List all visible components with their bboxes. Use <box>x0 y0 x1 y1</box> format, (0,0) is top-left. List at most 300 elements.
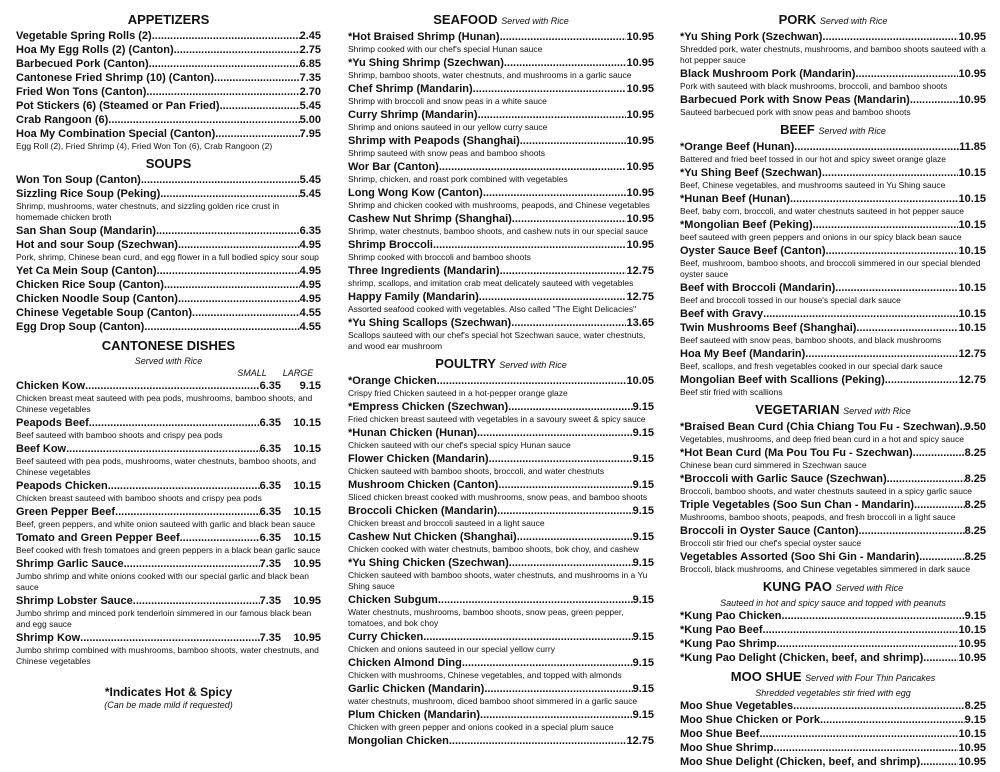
section-heading <box>680 12 986 29</box>
menu-item-price: 9.15 <box>632 631 654 643</box>
menu-item-name: Happy Family (Mandarin) <box>348 291 479 303</box>
menu-item-name: *Kung Pao Shrimp <box>680 638 777 650</box>
menu-item-name: Crab Rangoon (6) <box>16 114 109 126</box>
leader-dots <box>759 727 958 741</box>
menu-item-name: *Mongolian Beef (Peking) <box>680 219 813 231</box>
menu-item-price: 9.15 <box>632 531 654 543</box>
leader-dots <box>813 218 959 232</box>
menu-item <box>16 43 321 57</box>
menu-item <box>348 556 654 570</box>
menu-item-price: 5.45 <box>299 174 321 186</box>
menu-item-description: Jumbo shrimp combined with mushrooms, bamboo shoots, water chestnuts, and Chinese vegetables <box>16 645 319 666</box>
menu-item-price: 10.95 <box>958 31 986 43</box>
menu-item-name: Flower Chicken (Mandarin) <box>348 453 489 465</box>
menu-item <box>348 56 654 70</box>
menu-item-name: Cashew Nut Chicken (Shanghai) <box>348 531 517 543</box>
leader-dots <box>483 186 627 200</box>
size-label-small: SMALL <box>237 368 267 378</box>
menu-item <box>348 400 654 414</box>
menu-item-description: Beef stir fried with scallions <box>680 387 783 397</box>
leader-dots <box>462 656 633 670</box>
menu-item-price: 6.35 <box>299 225 321 237</box>
menu-item-name: Beef Kow <box>16 443 67 455</box>
menu-item-name: Won Ton Soup (Canton) <box>16 174 141 186</box>
menu-item-name: Beef with Broccoli (Mandarin) <box>680 282 836 294</box>
section-title: KUNG PAO <box>762 579 832 594</box>
menu-item <box>680 218 986 232</box>
menu-item-description: Chicken breast sauteed with bamboo shoots and crispy pea pods <box>16 493 262 503</box>
menu-item-name: Vegetables Assorted (Soo Shi Gin - Mandarin) <box>680 551 920 563</box>
menu-item <box>16 278 321 292</box>
menu-item-price: 10.15 <box>958 282 986 294</box>
menu-item-description: Crispy fried Chicken sauteed in a hot-pepper orange glaze <box>348 388 568 398</box>
menu-item-description: Beef, baby corn, broccoli, and water chestnuts sauteed in hot pepper sauce <box>680 206 964 216</box>
leader-dots <box>192 306 300 320</box>
menu-item-price: 8.25 <box>964 525 986 537</box>
menu-item-name: *Orange Beef (Hunan) <box>680 141 795 153</box>
menu-item-price: 9.15 <box>632 594 654 606</box>
leader-dots <box>763 623 959 637</box>
menu-item-price-large: 10.15 <box>293 480 321 492</box>
leader-dots <box>157 264 300 278</box>
menu-item-price-large: 10.95 <box>293 632 321 644</box>
menu-item <box>348 160 654 174</box>
menu-item-name: Chicken Rice Soup (Canton) <box>16 279 164 291</box>
menu-item-description: Chicken and onions sauteed in our special yellow curry <box>348 644 555 654</box>
section-title: SEAFOOD <box>433 12 498 27</box>
section-note: Sauteed in hot and spicy sauce and topped with peanuts <box>720 598 946 608</box>
menu-item-description: Beef sauteed with bamboo shoots and crispy pea pods <box>16 430 223 440</box>
menu-item-name: Shrimp Broccoli <box>348 239 433 251</box>
menu-item-name: Chicken Noodle Soup (Canton) <box>16 293 178 305</box>
menu-item <box>680 140 986 154</box>
menu-item-name: Oyster Sauce Beef (Canton) <box>680 245 826 257</box>
leader-dots <box>479 290 627 304</box>
menu-column-3 <box>680 12 986 769</box>
menu-item-price: 6.35 <box>259 443 281 455</box>
menu-item-price: 10.95 <box>626 161 654 173</box>
leader-dots <box>66 442 259 456</box>
menu-item <box>348 593 654 607</box>
leader-dots <box>774 741 959 755</box>
section-note: Shredded vegetables stir fried with egg <box>755 688 911 698</box>
menu-item-price: 12.75 <box>958 348 986 360</box>
menu-item <box>680 30 986 44</box>
section-subtitle: Served with Rice <box>835 583 904 593</box>
menu-item-price: 10.15 <box>958 193 986 205</box>
leader-dots <box>504 56 627 70</box>
menu-item <box>16 479 321 493</box>
leader-dots <box>887 472 965 486</box>
menu-item-price: 11.85 <box>959 141 986 153</box>
section-heading <box>680 122 986 139</box>
menu-item-price: 8.25 <box>964 551 986 563</box>
leader-dots <box>489 452 633 466</box>
menu-item-description: Shrimp with broccoli and snow peas in a white sauce <box>348 96 547 106</box>
section-heading <box>348 356 654 373</box>
menu-item <box>680 713 986 727</box>
menu-item-name: San Shan Soup (Mandarin) <box>16 225 156 237</box>
menu-item-name: Long Wong Kow (Canton) <box>348 187 483 199</box>
section-title: APPETIZERS <box>127 12 210 27</box>
leader-dots <box>449 734 627 748</box>
menu-item-price: 10.15 <box>958 308 986 320</box>
leader-dots <box>511 316 626 330</box>
menu-item-price: 4.95 <box>299 293 321 305</box>
leader-dots <box>215 127 299 141</box>
menu-item-price-large: 10.15 <box>293 417 321 429</box>
menu-item-name: *Empress Chicken (Szechwan) <box>348 401 509 413</box>
menu-item-price: 10.15 <box>958 245 986 257</box>
leader-dots <box>517 530 633 544</box>
menu-item <box>16 173 321 187</box>
menu-item-price: 10.95 <box>958 742 986 754</box>
menu-item-price: 10.95 <box>958 652 986 664</box>
menu-item <box>680 420 986 434</box>
menu-item-price: 7.35 <box>259 595 281 607</box>
menu-item-price: 10.15 <box>958 728 986 740</box>
menu-item-name: Curry Chicken <box>348 631 424 643</box>
menu-item-name: *Yu Shing Beef (Szechwan) <box>680 167 822 179</box>
size-header <box>16 367 321 379</box>
menu-item <box>348 682 654 696</box>
menu-item-name: Cantonese Fried Shrimp (10) (Canton) <box>16 72 215 84</box>
leader-dots <box>793 699 964 713</box>
menu-item-price: 9.15 <box>632 427 654 439</box>
menu-item-description: Assorted seafood cooked with vegetables. Also called "The Eight Delicacies" <box>348 304 637 314</box>
menu-item-description: Chicken breast and broccoli sauteed in a light sauce <box>348 518 545 528</box>
menu-item-name: Sizzling Rice Soup (Peking) <box>16 188 161 200</box>
menu-item <box>16 85 321 99</box>
menu-item-price: 9.50 <box>964 421 986 433</box>
leader-dots <box>794 140 959 154</box>
section-heading <box>348 12 654 29</box>
menu-item-name: Chicken Almond Ding <box>348 657 462 669</box>
menu-item <box>16 264 321 278</box>
section-heading <box>680 669 986 686</box>
section-subtitle: Served with Four Thin Pancakes <box>805 673 936 683</box>
leader-dots <box>484 682 632 696</box>
menu-item-description: Beef, green peppers, and white onion sauteed with garlic and black bean sauce <box>16 519 316 529</box>
menu-item <box>16 187 321 201</box>
leader-dots <box>124 557 260 571</box>
menu-item-name: Hoa My Combination Special (Canton) <box>16 128 216 140</box>
leader-dots <box>822 30 958 44</box>
leader-dots <box>178 292 300 306</box>
menu-item-price-large: 10.15 <box>293 532 321 544</box>
menu-item-name: Mongolian Chicken <box>348 735 449 747</box>
leader-dots <box>825 244 958 258</box>
menu-item-price: 6.35 <box>259 417 281 429</box>
menu-item-name: Three Ingredients (Mandarin) <box>348 265 500 277</box>
menu-item-description: Shrimp cooked with our chef's special Hunan sauce <box>348 44 543 54</box>
menu-item-description: Shrimp, bamboo shoots, water chestnuts, and mushrooms in a garlic sauce <box>348 70 632 80</box>
menu-item <box>680 623 986 637</box>
menu-item <box>348 82 654 96</box>
menu-item-price-large: 10.15 <box>293 443 321 455</box>
size-label-large: LARGE <box>282 368 314 378</box>
leader-dots <box>822 166 959 180</box>
menu-item-description: Broccoli stir fried our chef's special oyster sauce <box>680 538 862 548</box>
menu-item <box>680 192 986 206</box>
menu-item-price: 8.25 <box>964 499 986 511</box>
menu-item <box>16 29 321 43</box>
menu-item-name: Beef with Gravy <box>680 308 764 320</box>
leader-dots <box>108 113 299 127</box>
menu-item-description: beef sauteed with green peppers and onions in our spicy black bean sauce <box>680 232 962 242</box>
menu-item-description: Jumbo shrimp and white onions cooked with our special garlic and black bean sauce <box>16 571 309 592</box>
menu-item <box>16 557 321 571</box>
menu-item-name: Vegetable Spring Rolls (2) <box>16 30 152 42</box>
menu-item <box>16 113 321 127</box>
menu-item-description: Beef, mushroom, bamboo shoots, and broccoli simmered in our special blended oyster sauce <box>680 258 981 279</box>
menu-item-name: *Kung Pao Chicken <box>680 610 782 622</box>
menu-item-description: Sauteed barbecued pork with snow peas and bamboo shoots <box>680 107 911 117</box>
menu-item-description: Mushrooms, bamboo shoots, peapods, and fresh broccoli in a light sauce <box>680 512 956 522</box>
menu-item <box>348 478 654 492</box>
menu-item-name: Moo Shue Beef <box>680 728 760 740</box>
section-heading <box>680 579 986 596</box>
leader-dots <box>512 212 627 226</box>
menu-item-name: Mushroom Chicken (Canton) <box>348 479 499 491</box>
menu-item <box>16 379 321 393</box>
menu-item-name: Chinese Vegetable Soup (Canton) <box>16 307 193 319</box>
menu-item-description: Beef, scallops, and fresh vegetables cooked in our special dark sauce <box>680 361 943 371</box>
section-title: MOO SHUE <box>730 669 802 684</box>
menu-item-price: 10.95 <box>626 83 654 95</box>
menu-item-description: Broccoli, black mushrooms, and Chinese vegetables simmered in dark sauce <box>680 564 971 574</box>
menu-item <box>680 699 986 713</box>
section-title: POULTRY <box>435 356 496 371</box>
leader-dots <box>438 593 633 607</box>
leader-dots <box>500 30 627 44</box>
leader-dots <box>89 416 260 430</box>
menu-item-name: Peapods Chicken <box>16 480 108 492</box>
leader-dots <box>790 192 958 206</box>
leader-dots <box>913 446 965 460</box>
leader-dots <box>477 426 633 440</box>
section-subtitle: Served with Rice <box>819 16 888 26</box>
leader-dots <box>920 755 958 769</box>
menu-item <box>680 637 986 651</box>
menu-item-description: Shrimp and chicken cooked with mushrooms, peapods, and Chinese vegetables <box>348 200 650 210</box>
menu-item-price: 9.15 <box>632 505 654 517</box>
menu-item-price: 7.35 <box>299 72 321 84</box>
menu-item-price-large: 10.15 <box>293 506 321 518</box>
menu-item-name: Barbecued Pork with Snow Peas (Mandarin) <box>680 94 910 106</box>
menu-item-description: Shrimp, mushrooms, water chestnuts, and sizzling golden rice crust in homemade chicken broth <box>16 201 280 222</box>
menu-item-price: 4.95 <box>299 279 321 291</box>
menu-item <box>16 531 321 545</box>
leader-dots <box>214 71 300 85</box>
menu-item-price: 2.75 <box>299 44 321 56</box>
menu-item-price: 8.25 <box>964 447 986 459</box>
menu-item <box>348 426 654 440</box>
section-heading <box>16 338 321 354</box>
menu-item-name: Moo Shue Delight (Chicken, beef, and shrimp) <box>680 756 921 768</box>
menu-item-price: 9.15 <box>964 714 986 726</box>
leader-dots <box>520 134 627 148</box>
menu-item-price: 8.25 <box>964 700 986 712</box>
menu-item <box>680 741 986 755</box>
menu-item-name: Tomato and Green Pepper Beef <box>16 532 180 544</box>
menu-item-description: Pork with sauteed with black mushrooms, broccoli, and bamboo shoots <box>680 81 948 91</box>
menu-item-name: Broccoli in Oyster Sauce (Canton) <box>680 525 859 537</box>
menu-item-description: Chicken sauteed with bamboo shoots, broccoli, and water chestnuts <box>348 466 605 476</box>
menu-item-price: 9.15 <box>964 610 986 622</box>
menu-item-description: Chicken breast meat sauteed with pea pods, mushrooms, bamboo shoots, and Chinese vegetables <box>16 393 313 414</box>
menu-item-name: *Hunan Beef (Hunan) <box>680 193 790 205</box>
menu-item-price: 5.45 <box>299 100 321 112</box>
menu-item <box>680 498 986 512</box>
menu-item-name: *Hot Braised Shrimp (Hunan) <box>348 31 500 43</box>
menu-item-name: Curry Shrimp (Mandarin) <box>348 109 478 121</box>
menu-item <box>16 127 321 141</box>
menu-item-price: 10.95 <box>958 756 986 768</box>
menu-item <box>348 708 654 722</box>
menu-item-price: 6.35 <box>259 380 281 392</box>
menu-item <box>16 320 321 334</box>
menu-item-price: 8.25 <box>964 473 986 485</box>
menu-item-description: Shrimp sauteed with snow peas and bamboo shoots <box>348 148 546 158</box>
menu-item-price: 10.95 <box>958 94 986 106</box>
menu-item <box>348 264 654 278</box>
menu-item-description: Beef sauteed with snow peas, bamboo shoots, and black mushrooms <box>680 335 942 345</box>
menu-item-description: Chicken sauteed with our chef's special spicy Hunan sauce <box>348 440 571 450</box>
leader-dots <box>478 108 627 122</box>
menu-item-price: 10.95 <box>626 109 654 121</box>
menu-item-description: Broccoli, bamboo shoots, and water chestnuts sauteed in a spicy garlic sauce <box>680 486 972 496</box>
menu-item-name: Shrimp Lobster Sauce <box>16 595 133 607</box>
leader-dots <box>80 631 259 645</box>
menu-item <box>16 292 321 306</box>
menu-item-name: *Hunan Chicken (Hunan) <box>348 427 477 439</box>
menu-item <box>348 30 654 44</box>
menu-item-description: Shrimp cooked with broccoli and bamboo shoots <box>348 252 531 262</box>
menu-item-name: Chicken Subgum <box>348 594 438 606</box>
leader-dots <box>923 651 958 665</box>
menu-item <box>348 108 654 122</box>
section-title: VEGETARIAN <box>755 402 840 417</box>
menu-item-description: Shrimp, water chestnuts, bamboo shoots, and cashew nuts in our special sauce <box>348 226 649 236</box>
menu-item-price: 10.95 <box>958 68 986 80</box>
leader-dots <box>115 505 260 519</box>
section-title: SOUPS <box>145 156 192 171</box>
menu-item-name: Wor Bar (Canton) <box>348 161 439 173</box>
menu-item-description: Chicken with green pepper and onions cooked in a special plum sauce <box>348 722 614 732</box>
menu-item <box>680 651 986 665</box>
menu-item-name: Peapods Beef <box>16 417 89 429</box>
leader-dots <box>164 278 300 292</box>
menu-item <box>16 71 321 85</box>
menu-item <box>680 67 986 81</box>
menu-item <box>680 166 986 180</box>
menu-item-name: Moo Shue Chicken or Pork <box>680 714 820 726</box>
menu-item-name: Triple Vegetables (Soo Sun Chan - Mandarin) <box>680 499 915 511</box>
menu-item <box>16 505 321 519</box>
menu-item <box>348 316 654 330</box>
section-heading <box>680 402 986 419</box>
menu-item-name: Broccoli Chicken (Mandarin) <box>348 505 498 517</box>
menu-item <box>680 321 986 335</box>
menu-item-name: Shrimp Garlic Sauce <box>16 558 124 570</box>
menu-item <box>680 373 986 387</box>
menu-item-name: Hoa My Beef (Mandarin) <box>680 348 806 360</box>
menu-item <box>680 446 986 460</box>
leader-dots <box>174 43 300 57</box>
leader-dots <box>858 524 964 538</box>
menu-item-name: *Yu Shing Scallops (Szechwan) <box>348 317 512 329</box>
menu-item-name: *Kung Pao Delight (Chicken, beef, and shrimp) <box>680 652 924 664</box>
menu-item-price: 10.95 <box>626 239 654 251</box>
spicy-indicator-note: *Indicates Hot & Spicy <box>104 685 233 699</box>
menu-item-price: 10.95 <box>626 135 654 147</box>
menu-item <box>348 134 654 148</box>
leader-dots <box>85 379 260 393</box>
menu-item-name: *Orange Chicken <box>348 375 437 387</box>
menu-item <box>348 238 654 252</box>
menu-item-price: 4.55 <box>299 307 321 319</box>
menu-item <box>680 727 986 741</box>
section-title: PORK <box>778 12 817 27</box>
leader-dots <box>220 99 300 113</box>
menu-item-price: 2.45 <box>299 30 321 42</box>
leader-dots <box>149 57 300 71</box>
menu-item-price: 13.65 <box>626 317 654 329</box>
menu-item <box>16 224 321 238</box>
menu-item <box>348 630 654 644</box>
leader-dots <box>497 504 632 518</box>
menu-item-name: *Broccoli with Garlic Sauce (Szechwan) <box>680 473 887 485</box>
section-heading <box>16 156 321 172</box>
menu-item-price: 12.75 <box>626 735 654 747</box>
leader-dots <box>156 224 300 238</box>
menu-item-price: 10.15 <box>958 624 986 636</box>
menu-item-price: 10.95 <box>626 31 654 43</box>
menu-item-price: 7.95 <box>299 128 321 140</box>
menu-item-price: 9.15 <box>632 557 654 569</box>
menu-item-price: 7.35 <box>259 558 281 570</box>
menu-item-name: Shrimp with Peapods (Shanghai) <box>348 135 520 147</box>
menu-item <box>680 609 986 623</box>
menu-item-description: Battered and fried beef tossed in our hot and spicy sweet orange glaze <box>680 154 947 164</box>
menu-item-price: 7.35 <box>259 632 281 644</box>
menu-item-name: *Braised Bean Curd (Chia Chiang Tou Fu - Szechwan) <box>680 421 960 433</box>
menu-item <box>348 452 654 466</box>
section-title: CANTONESE DISHES <box>101 338 236 353</box>
menu-item-name: Chef Shrimp (Mandarin) <box>348 83 473 95</box>
leader-dots <box>141 173 300 187</box>
menu-item-description: Chicken with mushrooms, Chinese vegetables, and topped with almonds <box>348 670 622 680</box>
menu-item-description: Chicken sauteed with bamboo shoots, water chestnuts, and mushrooms in a Yu Shing sauce <box>348 570 648 591</box>
menu-item-name: Black Mushroom Pork (Mandarin) <box>680 68 856 80</box>
menu-item-price: 12.75 <box>958 374 986 386</box>
menu-item <box>680 472 986 486</box>
menu-item-price: 10.15 <box>958 322 986 334</box>
menu-item-name: Moo Shue Vegetables <box>680 700 794 712</box>
menu-item <box>16 57 321 71</box>
menu-item-price: 10.05 <box>626 375 654 387</box>
menu-item <box>348 212 654 226</box>
menu-item <box>16 442 321 456</box>
menu-item-price: 2.70 <box>299 86 321 98</box>
menu-item-price: 10.15 <box>958 219 986 231</box>
menu-item <box>680 307 986 321</box>
menu-item-name: Egg Drop Soup (Canton) <box>16 321 145 333</box>
menu-item-price: 6.35 <box>259 480 281 492</box>
menu-item-price: 9.15 <box>632 657 654 669</box>
menu-item-name: Plum Chicken (Mandarin) <box>348 709 481 721</box>
